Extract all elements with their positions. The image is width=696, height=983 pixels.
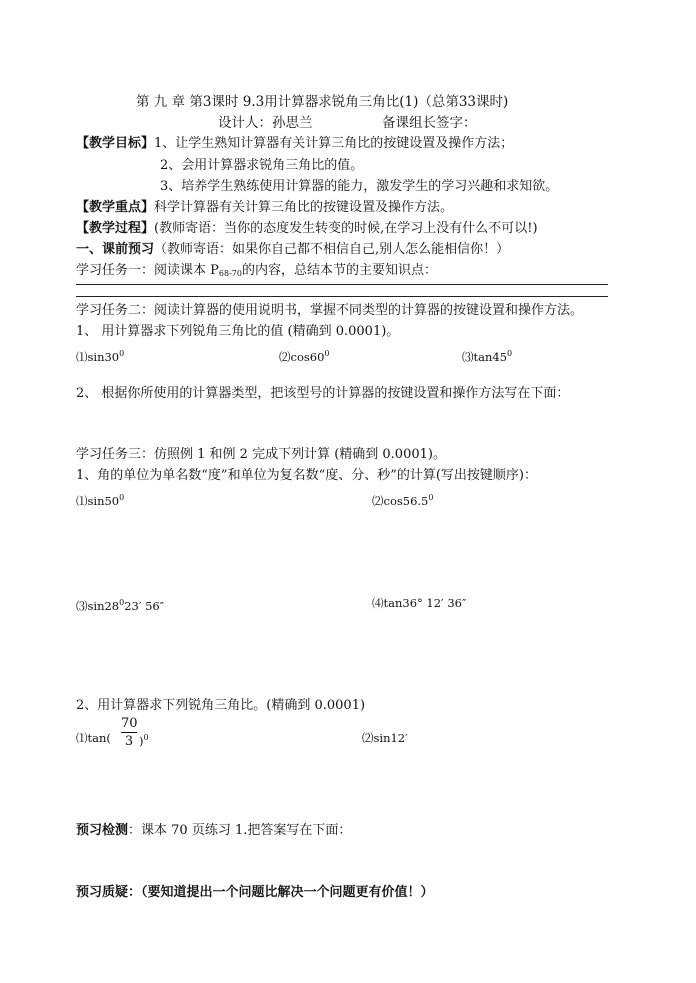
task3-f: ⑵sin12′ bbox=[362, 731, 408, 745]
task3-b-text: ⑵cos56.5 bbox=[372, 494, 429, 508]
key-point bbox=[76, 199, 453, 217]
degree-mark: 0 bbox=[324, 349, 330, 358]
designer-line: 设计人：孙思兰 bbox=[218, 115, 313, 131]
preview-label: 一、课前预习 bbox=[76, 242, 155, 257]
task2-q2: 2、 根据你所使用的计算器类型，把该型号的计算器的按键设置和操作方法写在下面： bbox=[76, 386, 570, 401]
task1-prefix: 学习任务一：阅读课本 P bbox=[76, 263, 219, 278]
task1 bbox=[76, 262, 437, 283]
degree-mark: 0 bbox=[119, 598, 125, 607]
fraction-70-over-3 bbox=[121, 716, 137, 749]
degree-mark: 0 bbox=[428, 493, 434, 502]
task3-e-post: ) bbox=[139, 734, 144, 748]
fraction-denominator: 3 bbox=[124, 734, 134, 749]
check-text: ：课本 70 页练习 1.把答案写在下面： bbox=[128, 823, 352, 838]
approver-line: 备课组长签字： bbox=[382, 115, 477, 131]
objective-3: 3、培养学生熟练使用计算器的能力，激发学生的学习兴趣和求知欲。 bbox=[160, 179, 559, 194]
task2-heading: 学习任务二：阅读计算器的使用说明书，掌握不同类型的计算器的按键设置和操作方法。 bbox=[76, 303, 584, 318]
task2-q1: 1、 用计算器求下列锐角三角比的值 (精确到 0.0001)。 bbox=[76, 324, 400, 339]
page-title: 第 九 章 第3课时 9.3用计算器求锐角三角比(1)（总第33课时) bbox=[136, 94, 509, 110]
task3-a bbox=[76, 489, 124, 510]
task3-a-text: ⑴sin50 bbox=[76, 494, 120, 508]
preview-question bbox=[76, 884, 434, 902]
task3-e-pre: ⑴tan( bbox=[76, 731, 111, 745]
key-point-text: 科学计算器有关计算三角比的按键设置及操作方法。 bbox=[154, 200, 454, 215]
answer-line-2[interactable] bbox=[76, 296, 608, 297]
objectives bbox=[76, 135, 513, 153]
task3-b bbox=[372, 489, 433, 510]
degree-mark: 0 bbox=[119, 493, 125, 502]
task1-pages: 68-70 bbox=[218, 269, 242, 278]
question-text: ：（要知道提出一个问题比解决一个问题更有价值！） bbox=[128, 885, 434, 900]
task2-c bbox=[462, 345, 512, 366]
task2-a-text: ⑴sin30 bbox=[76, 350, 120, 364]
question-label: 预习质疑 bbox=[76, 885, 129, 900]
preview-text: （教师寄语：如果你自己都不相信自己,别人怎么能相信你！） bbox=[154, 242, 510, 257]
preview bbox=[76, 241, 509, 259]
task2-b bbox=[279, 345, 330, 366]
task3-q1: 1、角的单位为单名数“度”和单位为复名数“度、分、秒”的计算(写出按键顺序)： bbox=[76, 468, 537, 483]
task3-e-close bbox=[139, 729, 149, 750]
objective-1: 1、让学生熟知计算器有关计算三角比的按键设置及操作方法； bbox=[154, 136, 514, 151]
degree-mark: 0 bbox=[507, 349, 513, 358]
key-point-label: 【教学重点】 bbox=[76, 200, 155, 215]
objective-2: 2、会用计算器求锐角三角比的值。 bbox=[160, 158, 364, 173]
check-label: 预习检测 bbox=[76, 823, 129, 838]
fraction-bar bbox=[121, 732, 137, 733]
task3-e bbox=[76, 729, 111, 747]
objectives-label: 【教学目标】 bbox=[76, 136, 155, 151]
process-label: 【教学过程】 bbox=[76, 221, 155, 236]
process bbox=[76, 220, 538, 238]
task3-q2: 2、用计算器求下列锐角三角比。(精确到 0.0001) bbox=[76, 698, 366, 713]
task3-heading: 学习任务三：仿照例 1 和例 2 完成下列计算 (精确到 0.0001)。 bbox=[76, 447, 446, 462]
degree-mark: 0 bbox=[119, 349, 125, 358]
task3-c-pre: ⑶sin28 bbox=[76, 599, 120, 613]
task1-suffix: 的内容，总结本节的主要知识点： bbox=[241, 263, 437, 278]
task2-c-text: ⑶tan45 bbox=[462, 350, 508, 364]
answer-line-1[interactable] bbox=[76, 284, 608, 285]
task3-c-post: 23′ 56″ bbox=[124, 599, 165, 613]
process-text: (教师寄语：当你的态度发生转变的时候,在学习上没有什么不可以!) bbox=[154, 221, 538, 236]
task2-a bbox=[76, 345, 124, 366]
preview-check bbox=[76, 822, 351, 840]
task3-c bbox=[76, 594, 164, 615]
task3-d: ⑷tan36° 12′ 36″ bbox=[372, 596, 467, 610]
task2-b-text: ⑵cos60 bbox=[279, 350, 325, 364]
degree-mark: 0 bbox=[143, 733, 149, 742]
fraction-numerator: 70 bbox=[121, 716, 138, 731]
